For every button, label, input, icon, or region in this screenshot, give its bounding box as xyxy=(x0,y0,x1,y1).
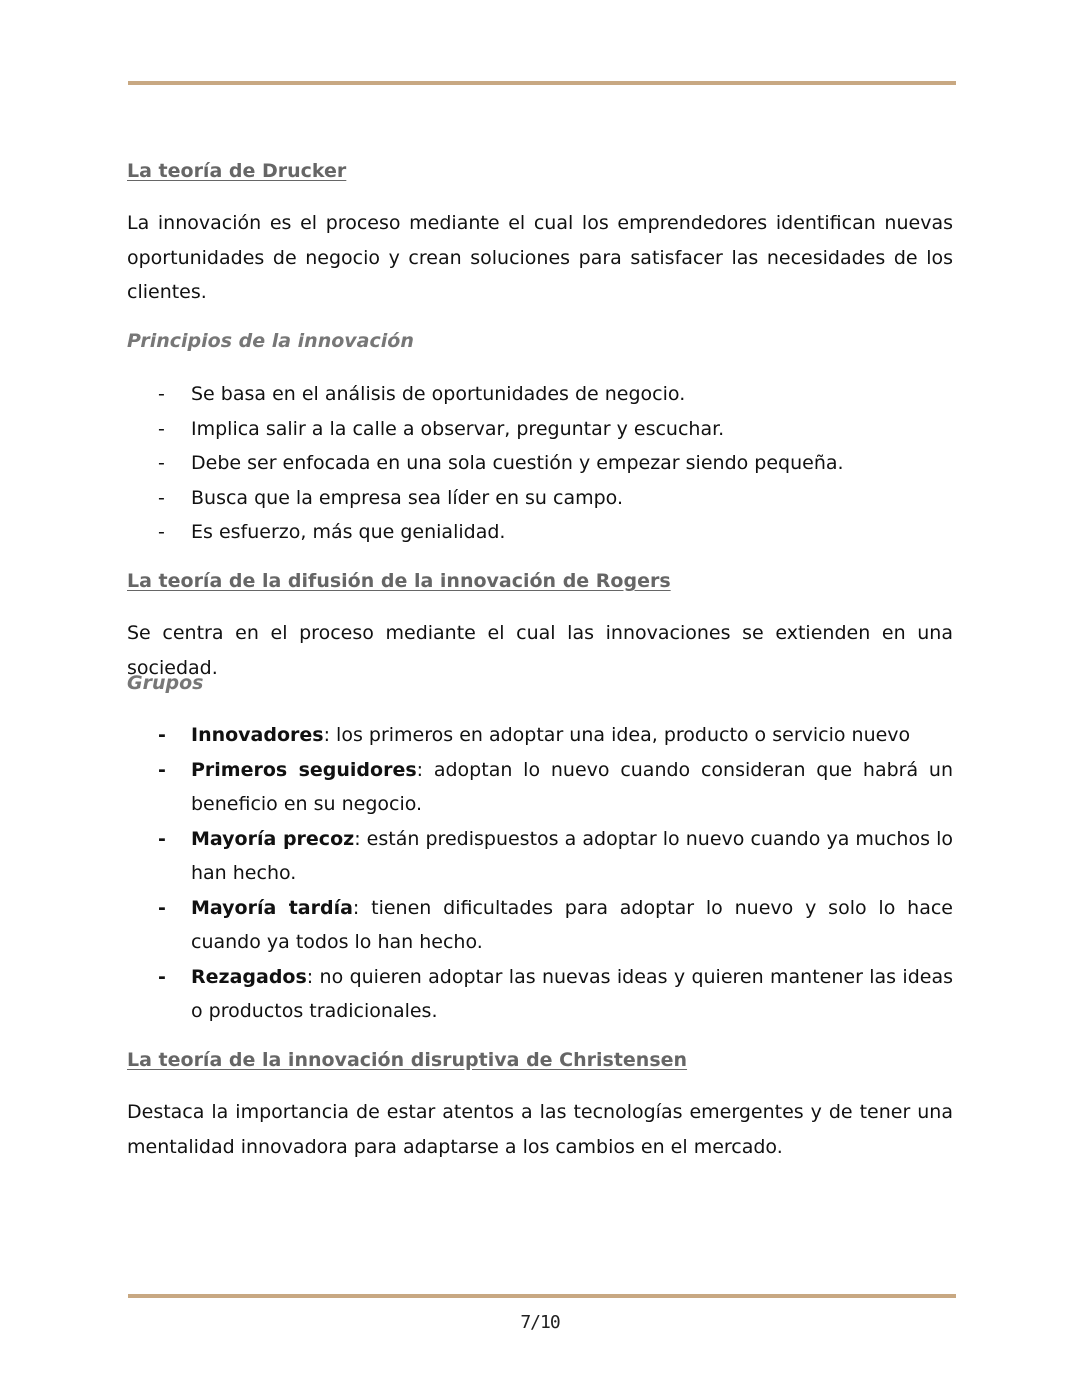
list-item: - Mayoría precoz: están predispuestos a adoptar lo nuevo cuando ya muchos lo han hecho. xyxy=(158,827,953,884)
heading-christensen: La teoría de la innovación disruptiva de Christensen xyxy=(127,1049,688,1071)
paragraph-christensen: Destaca la importancia de estar atentos a las tecnologías emergentes y de tener una mentalidad innovadora para adaptarse a los cambios en el mercado. xyxy=(127,1101,953,1158)
header-rule xyxy=(128,81,956,85)
list-item: - Busca que la empresa sea líder en su campo. xyxy=(158,486,623,509)
heading-rogers: La teoría de la difusión de la innovación de Rogers xyxy=(127,570,671,592)
subheading-grupos: Grupos xyxy=(127,672,204,694)
paragraph-rogers: Se centra en el proceso mediante el cual las innovaciones se extienden en una sociedad. xyxy=(127,622,953,679)
list-item: - Innovadores: los primeros en adoptar una idea, producto o servicio nuevo xyxy=(158,724,911,746)
heading-drucker: La teoría de Drucker xyxy=(127,160,347,182)
footer-rule xyxy=(128,1294,956,1298)
list-item: - Se basa en el análisis de oportunidades de negocio. xyxy=(158,383,686,405)
list-item: - Es esfuerzo, más que genialidad. xyxy=(158,521,506,543)
principles-list xyxy=(127,377,953,550)
page-number: 7/10 xyxy=(520,1312,560,1333)
subheading-principios: Principios de la innovación xyxy=(127,330,414,352)
list-item: - Primeros seguidores: adoptan lo nuevo cuando consideran que habrá un beneficio en su negocio. xyxy=(158,758,953,815)
groups-list xyxy=(127,718,953,1029)
paragraph-drucker: La innovación es el proceso mediante el cual los emprendedores identifican nuevas oportunidades de negocio y crean soluciones para satisfacer las necesidades de los clientes. xyxy=(127,212,953,303)
list-item: - Implica salir a la calle a observar, preguntar y escuchar. xyxy=(158,417,725,440)
list-item: - Debe ser enfocada en una sola cuestión y empezar siendo pequeña. xyxy=(158,452,844,474)
list-item: - Rezagados: no quieren adoptar las nuevas ideas y quieren mantener las ideas o productos tradicionales. xyxy=(158,965,953,1022)
list-item: - Mayoría tardía: tienen dificultades para adoptar lo nuevo y solo lo hace cuando ya todos lo han hecho. xyxy=(158,896,953,953)
